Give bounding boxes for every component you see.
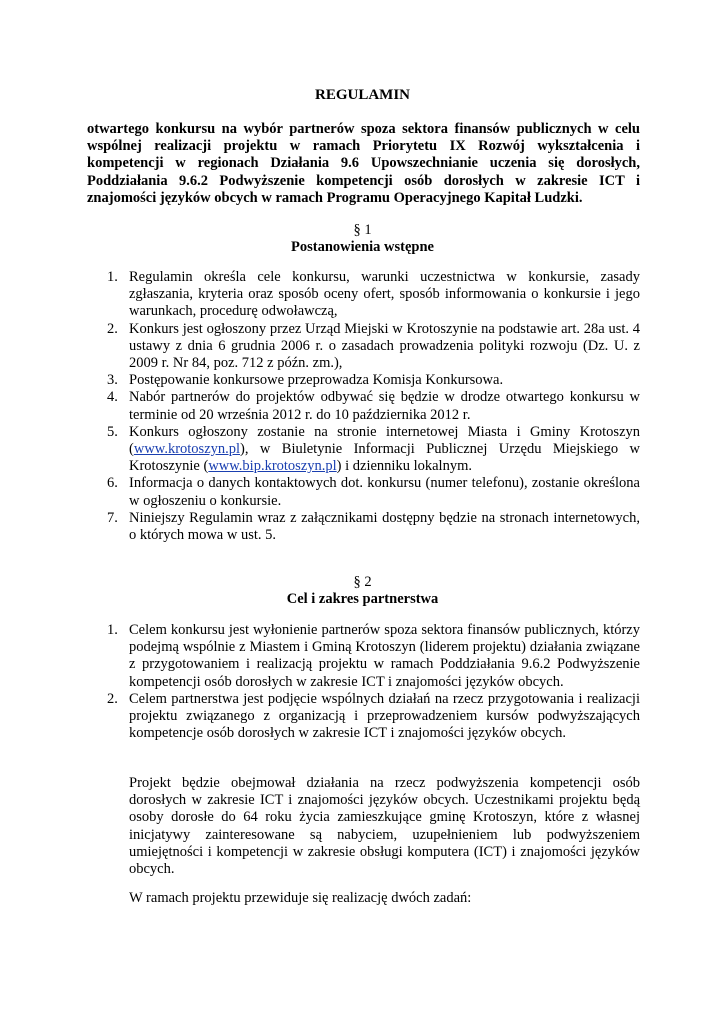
item-text: Nabór partnerów do projektów odbywać się będzie w drodze otwartego konkursu w terminie od 20 września 2012 r. do 10 października 2012 r. (129, 389, 640, 423)
item-text: Celem partnerstwa jest podjęcie wspólnych działań na rzecz przygotowania i realizacji projektu związanego z organizacją i przeprowadzeniem kursów podwyższających kompetencje osób dorosłych w zakresie ICT i znajomości języków obcych. (129, 690, 640, 742)
list-item (87, 269, 640, 321)
item-number: 2. (107, 320, 118, 337)
item-text: Celem konkursu jest wyłonienie partnerów spoza sektora finansów publicznych, którzy podejmą wspólnie z Miastem i Gminą Krotoszyn (liderem projektu) działania związane z przygotowaniem i realizacją projektu w ramach Poddziałania 9.6.2 Podwyższenie kompetencji osób dorosłych w zakresie ICT i znajomości języków obcych. (129, 622, 640, 690)
item-text: Informacja o danych kontaktowych dot. konkursu (numer telefonu), zostanie określona w ogłoszeniu o konkursie. (129, 475, 640, 509)
item-number: 6. (107, 475, 118, 492)
item-text: Konkurs jest ogłoszony przez Urząd Miejski w Krotoszynie na podstawie art. 28a ust. 4 ustawy z dnia 6 grudnia 2006 r. o zasadach prowadzenia polityki rozwoju (Dz. U. z 2009 r. Nr 84, poz. 712 z późn. zm.), (129, 320, 640, 372)
item-number: 2. (107, 690, 118, 707)
item-text: Niniejszy Regulamin wraz z załącznikami dostępny będzie na stronach internetowych, o których mowa w ust. 5. (129, 509, 640, 544)
item-number: 4. (107, 389, 118, 406)
section-2-number: § 2 (353, 574, 372, 590)
section-1-list (87, 269, 640, 544)
krotoszyn-website-link[interactable]: www.krotoszyn.pl (133, 441, 241, 458)
list-item (87, 475, 640, 509)
list-item (87, 389, 640, 423)
bip-website-link[interactable]: www.bip.krotoszyn.pl (208, 458, 337, 475)
item-text-part: ), w Biuletynie Informacji Publicznej Urzędu Miejskiego w Krotoszynie ( (129, 441, 640, 475)
section-1-number: § 1 (353, 222, 372, 238)
item-number: 3. (107, 372, 118, 389)
section-2-closing: W ramach projektu przewiduje się realizację dwóch zadań: (129, 890, 472, 906)
item-number: 5. (107, 423, 118, 440)
list-item (87, 691, 640, 743)
section-2-title: Cel i zakres partnerstwa (286, 591, 439, 607)
item-number: 7. (107, 509, 118, 526)
list-item (87, 424, 640, 476)
document-intro: otwartego konkursu na wybór partnerów spoza sektora finansów publicznych w celu wspólnej realizacji projektu w ramach Priorytetu IX Rozwój wykształcenia i kompetencji w regionach Działania 9.6 Upowszechnianie uczenia się dorosłych, Poddziałania 9.6.2 Podwyższenie kompetencji osób dorosłych w zakresie ICT i znajomości języków obcych w ramach Programu Operacyjnego Kapitał Ludzki. (87, 121, 640, 206)
document-title: REGULAMIN (314, 87, 410, 103)
item-number: 1. (107, 622, 118, 638)
item-text-part: Konkurs ogłoszony zostanie na stronie internetowej Miasta i Gminy Krotoszyn ( (129, 423, 640, 458)
list-item (87, 372, 640, 389)
list-item (87, 510, 640, 544)
list-item (87, 321, 640, 373)
section-2-paragraph: Projekt będzie obejmował działania na rzecz podwyższenia kompetencji osób dorosłych w zakresie ICT i znajomości języków obcych. Uczestnikami projektu będą osoby dorosłe do 64 roku życia zamieszkujące gminę Krotoszyn, które z własnej inicjatywy zainteresowane są nabyciem, uzupełnieniem lub podwyższeniem umiejętności i kompetencji w zakresie obsługi komputera (ICT) i znajomości języków obcych. (129, 775, 640, 878)
item-text-part: ) i dzienniku lokalnym. (336, 458, 472, 475)
item-number: 1. (107, 269, 118, 285)
section-1-title: Postanowienia wstępne (291, 239, 434, 255)
section-2-list (87, 622, 640, 742)
item-text: Regulamin określa cele konkursu, warunki uczestnictwa w konkursie, zasady zgłaszania, kryteria oraz sposób oceny ofert, sposób informowania o konkursie i jego warunkach, procedurę odwoławczą, (129, 269, 640, 320)
item-text: Postępowanie konkursowe przeprowadza Komisja Konkursowa. (129, 372, 504, 389)
list-item (87, 622, 640, 691)
